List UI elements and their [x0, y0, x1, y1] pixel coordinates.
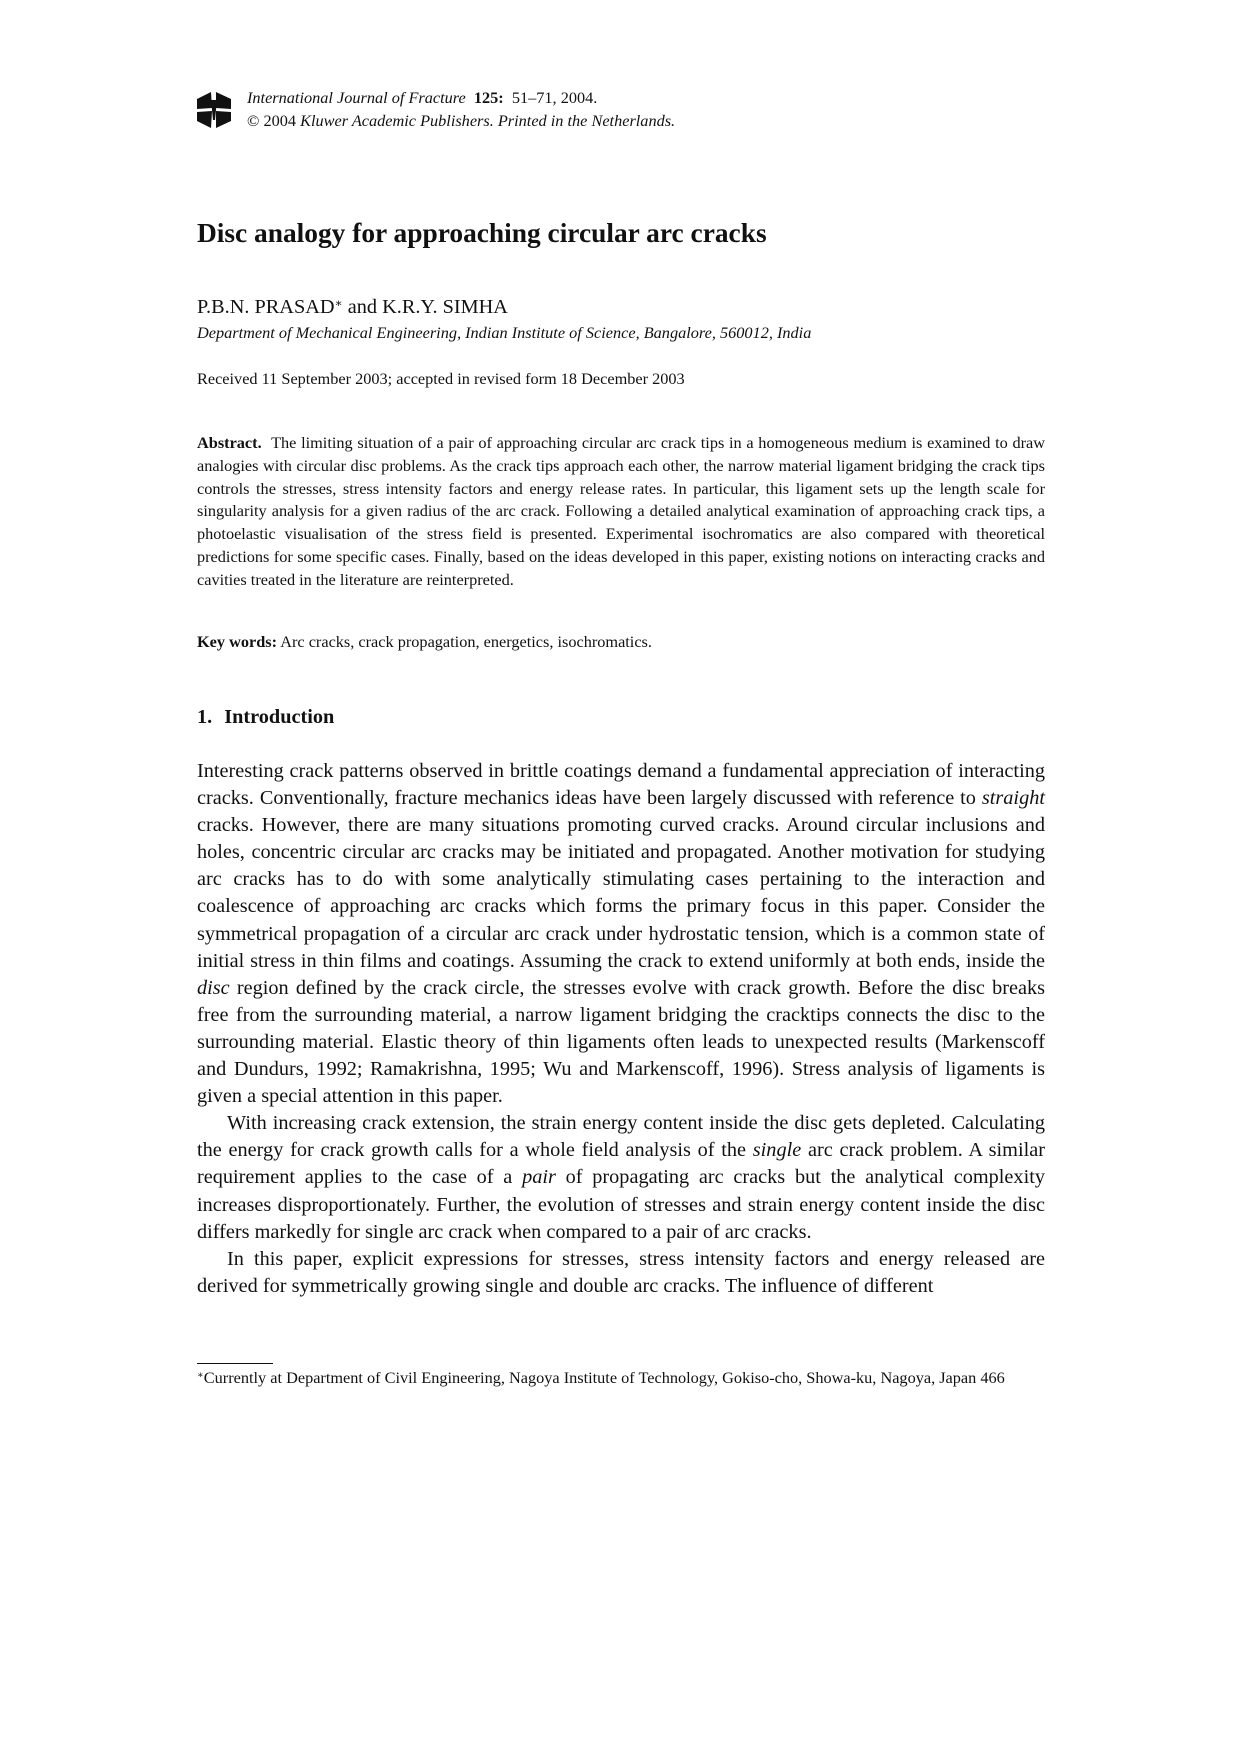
abstract-label: Abstract. — [197, 433, 262, 452]
author-list — [197, 296, 508, 319]
keywords — [197, 632, 652, 652]
section-title: Introduction — [224, 706, 335, 728]
author-connector: and — [342, 296, 383, 318]
paragraph-1-text-a: Interesting crack patterns observed in brittle coatings demand a fundamental appreciation of interacting cracks. Conventionally, fracture mechanics ideas have been largely discussed with reference to — [197, 760, 1045, 810]
footnote-marker: ∗ — [197, 1370, 204, 1381]
journal-pages-year: 51–71, 2004. — [511, 88, 598, 107]
paragraph-2-emphasis-2: pair — [522, 1166, 556, 1189]
paragraph-2 — [197, 1110, 1045, 1245]
paragraph-1-emphasis-2: disc — [197, 976, 230, 999]
section-number: 1. — [197, 706, 213, 728]
paragraph-1-emphasis-1: straight — [981, 787, 1045, 810]
journal-volume: 125: — [473, 88, 504, 107]
abstract — [197, 432, 1045, 592]
affiliation: Department of Mechanical Engineering, Indian Institute of Science, Bangalore, 560012, India — [197, 323, 812, 342]
body-text — [197, 758, 1045, 1300]
paragraph-3: In this paper, explicit expressions for stresses, stress intensity factors and energy released are derived for symmetrically growing single and double arc cracks. The influence of different — [197, 1247, 1045, 1297]
footnote-rule — [197, 1363, 273, 1364]
section-heading — [197, 706, 334, 729]
author-footnote-marker: ∗ — [334, 296, 343, 310]
author-2: K.R.Y. SIMHA — [382, 296, 508, 318]
paragraph-1-text-b: cracks. However, there are many situations promoting curved cracks. Around circular inclusions and holes, concentric circular arc cracks may be initiated and propagated. Another motivation for studying arc cracks has to do with some analytically stimulating cases pertaining to the interaction and coalescence of approaching arc cracks which forms the primary focus in this paper. Consider the symmetrical propagation of a circular arc crack under hydrostatic tension, which is a common state of initial stress in thin films and coatings. Assuming the crack to extend uniformly at both ends, inside the — [197, 814, 1045, 972]
paragraph-2-text-b: arc crack problem. A similar requirement applies to the case of a — [197, 1139, 1045, 1189]
paragraph-2-text-a: With increasing crack extension, the strain energy content inside the disc gets depleted. Calculating the energy for crack growth calls for a whole field analysis of the — [197, 1112, 1045, 1162]
paragraph-1 — [197, 758, 1045, 1110]
publisher-logo-icon — [197, 90, 231, 130]
journal-name: International Journal of Fracture — [247, 88, 466, 107]
copyright-year: © 2004 — [247, 111, 297, 130]
publisher-line: Kluwer Academic Publishers. Printed in the Netherlands. — [300, 111, 676, 130]
footnote-text: Currently at Department of Civil Engineering, Nagoya Institute of Technology, Gokiso-cho, Showa-ku, Nagoya, Japan 466 — [203, 1368, 1005, 1387]
paper-title: Disc analogy for approaching circular arc cracks — [197, 218, 767, 248]
abstract-text: The limiting situation of a pair of approaching circular arc crack tips in a homogeneous medium is examined to draw analogies with circular disc problems. As the crack tips approach each other, the narrow material ligament bridging the crack tips controls the stresses, stress intensity factors and energy release rates. In particular, this ligament sets up the length scale for singularity analysis for a given radius of the arc crack. Following a detailed analytical examination of approaching crack tips, a photoelastic visualisation of the stress field is presented. Experimental isochromatics are also compared with theoretical predictions for some specific cases. Finally, based on the ideas developed in this paper, existing notions on interacting cracks and cavities treated in the literature are reinterpreted. — [197, 433, 1045, 589]
paragraph-2-emphasis-1: single — [752, 1139, 802, 1162]
author-1: P.B.N. PRASAD — [197, 296, 335, 318]
paragraph-1-text-c: region defined by the crack circle, the stresses evolve with crack growth. Before the disc breaks free from the surrounding material, a narrow ligament bridging the cracktips connects the disc to the surrounding material. Elastic theory of thin ligaments often leads to unexpected results (Markenscoff and Dundurs, 1992; Ramakrishna, 1995; Wu and Markenscoff, 1996). Stress analysis of ligaments is given a special attention in this paper. — [197, 976, 1045, 1108]
paragraph-2-text-c: of propagating arc cracks but the analytical complexity increases disproportionately. Further, the evolution of stresses and strain energy content inside the disc differs markedly for single arc crack when compared to a pair of arc cracks. — [197, 1166, 1045, 1243]
journal-citation — [247, 86, 675, 132]
keywords-label: Key words: — [197, 632, 278, 651]
received-dates: Received 11 September 2003; accepted in revised form 18 December 2003 — [197, 369, 685, 388]
footnote — [197, 1366, 1045, 1389]
keywords-text: Arc cracks, crack propagation, energetics, isochromatics. — [280, 632, 652, 651]
